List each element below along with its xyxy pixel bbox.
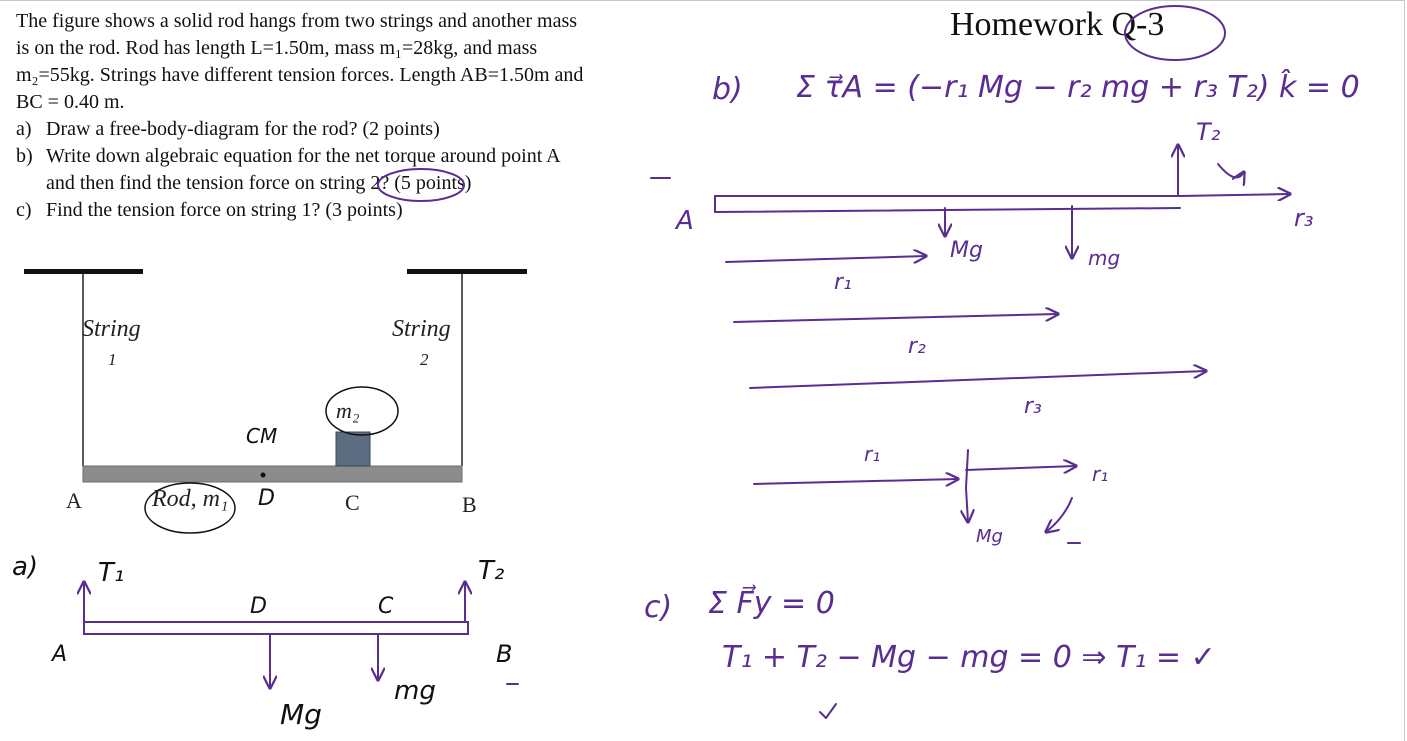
- point-b-label: B: [462, 492, 477, 517]
- question-text: Write down algebraic equation for the net torque around point A: [46, 145, 561, 167]
- part-b-label: b): [712, 72, 743, 107]
- r3-label: r₃: [1024, 394, 1042, 419]
- mass-block: [336, 432, 370, 466]
- fbd-d: D: [250, 594, 267, 619]
- point-a-label: A: [66, 488, 82, 513]
- fbd-mg-big: Mg: [280, 698, 322, 731]
- question-label: a): [16, 118, 32, 140]
- torque-t2: T₂: [1196, 118, 1221, 146]
- question-label: b): [16, 145, 33, 167]
- r1-sketch-label: r₁: [864, 442, 881, 466]
- intro-line: BC = 0.40 m.: [16, 91, 125, 113]
- fbd-c: C: [378, 594, 394, 619]
- question-text: and then find the tension force on string 2? (5 points): [46, 172, 472, 194]
- question-text: Draw a free-body-diagram for the rod? (2 points): [46, 118, 440, 140]
- homework-title: Homework Q-3: [950, 6, 1165, 43]
- fbd-b: B: [496, 640, 513, 668]
- string-2-label: String: [392, 316, 451, 342]
- ceiling-right: [407, 269, 527, 274]
- force-sum: Σ F⃗y = 0: [708, 586, 835, 621]
- string2-circle: [378, 169, 464, 201]
- rod: [83, 466, 462, 482]
- question-text: Find the tension force on string 1? (3 points): [46, 199, 403, 221]
- d-annotation: D: [258, 486, 275, 511]
- cm-annotation: CM: [246, 424, 278, 448]
- point-c-label: C: [345, 490, 360, 515]
- part-a-label: a): [12, 552, 39, 582]
- torque-point-a: A: [676, 206, 694, 236]
- intro-line: is on the rod. Rod has length L=1.50m, mass m₁=28kg, and mass: [16, 37, 538, 59]
- torque-mg-small: mg: [1088, 246, 1121, 270]
- string-2-number: 2: [420, 350, 429, 369]
- part-c-label: c): [644, 590, 673, 625]
- string-1-label: String: [82, 316, 141, 342]
- torque-equation: Σ τ⃗A = (−r₁ Mg − r₂ mg + r₃ T₂) k̂ = 0: [796, 70, 1360, 105]
- ceiling-left: [24, 269, 143, 274]
- fbd-mg-small: mg: [394, 676, 436, 706]
- question-label: c): [16, 199, 32, 221]
- mass-2-label: m₂: [336, 398, 360, 423]
- fbd-a: A: [52, 642, 68, 667]
- intro-line: m₂=55kg. Strings have different tension forces. Length AB=1.50m and: [16, 64, 584, 86]
- r2-label: r₂: [908, 334, 926, 359]
- r1-label: r₁: [834, 270, 852, 295]
- force-equation: T₁ + T₂ − Mg − mg = 0 ⇒ T₁ = ✓: [722, 640, 1216, 675]
- setup-figure: [24, 269, 527, 482]
- title-circle: [1125, 6, 1225, 60]
- rod-end-r3: r₃: [1294, 204, 1314, 232]
- fbd-rod: [84, 622, 468, 634]
- string-1-number: 1: [108, 350, 117, 369]
- rotation-mg: Mg: [976, 526, 1003, 547]
- cm-dot: [261, 473, 266, 478]
- r1-cross-label: r₁: [1092, 462, 1109, 486]
- fbd-t2: T₂: [478, 556, 505, 586]
- fbd-t1: T₁: [98, 558, 125, 588]
- rod-label: Rod, m₁: [152, 486, 229, 512]
- intro-line: The figure shows a solid rod hangs from two strings and another mass: [16, 10, 578, 32]
- torque-mg-big: Mg: [950, 238, 983, 263]
